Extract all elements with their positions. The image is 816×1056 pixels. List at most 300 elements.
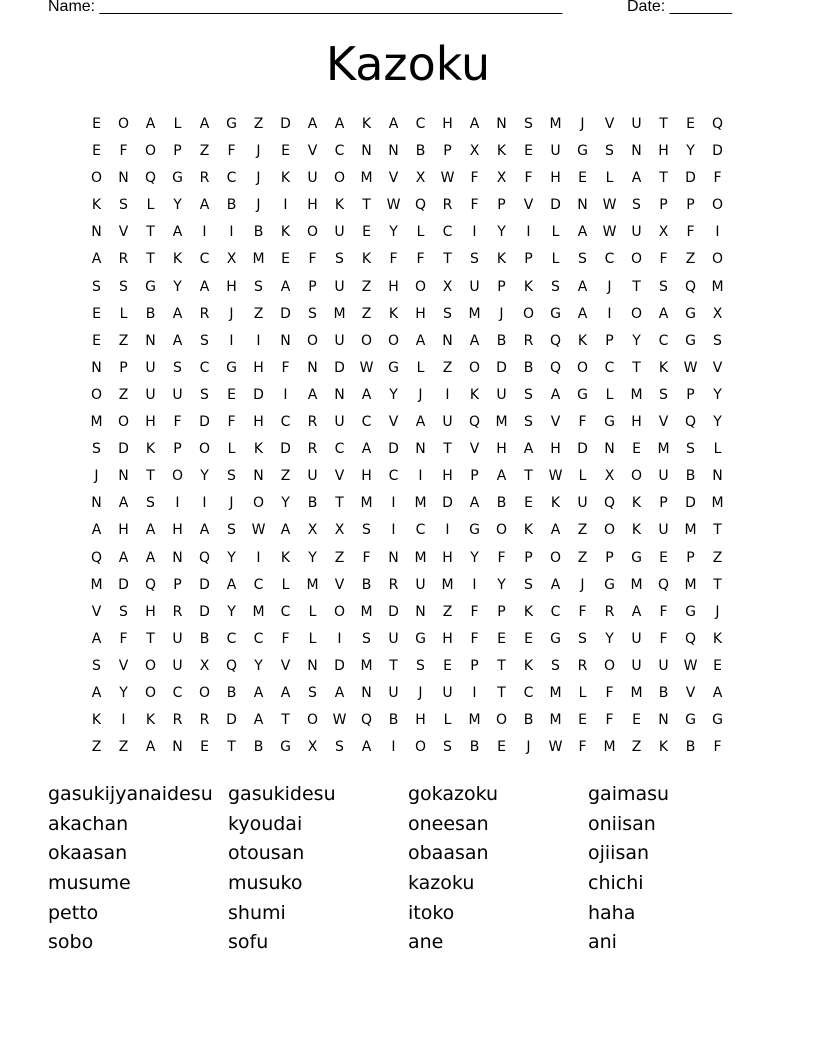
grid-letter[interactable]: N	[631, 143, 642, 160]
grid-letter[interactable]: P	[443, 143, 452, 160]
grid-letter[interactable]: W	[332, 712, 347, 729]
grid-letter[interactable]: B	[253, 224, 264, 241]
grid-letter[interactable]: Z	[253, 305, 264, 322]
grid-letter[interactable]: D	[442, 495, 453, 512]
grid-letter[interactable]: T	[713, 522, 722, 539]
grid-letter[interactable]: T	[443, 251, 452, 268]
grid-letter[interactable]: U	[442, 684, 453, 701]
grid-letter[interactable]: H	[388, 278, 399, 295]
grid-letter[interactable]: O	[144, 143, 157, 160]
grid-letter[interactable]: I	[283, 386, 288, 403]
grid-letter[interactable]: A	[172, 332, 183, 349]
grid-letter[interactable]: M	[711, 278, 724, 295]
grid-letter[interactable]: X	[226, 251, 237, 268]
grid-letter[interactable]: M	[630, 386, 643, 403]
grid-letter[interactable]: A	[91, 522, 102, 539]
grid-letter[interactable]: E	[362, 224, 371, 241]
grid-letter[interactable]: F	[713, 170, 722, 187]
grid-letter[interactable]: K	[577, 332, 588, 349]
grid-letter[interactable]: W	[683, 657, 698, 674]
grid-letter[interactable]: S	[119, 278, 128, 295]
grid-letter[interactable]: M	[252, 251, 265, 268]
grid-letter[interactable]: L	[308, 630, 317, 647]
grid-letter[interactable]: A	[334, 116, 345, 132]
grid-letter[interactable]: K	[496, 251, 507, 268]
grid-letter[interactable]: M	[414, 549, 427, 566]
grid-letter[interactable]: O	[171, 468, 184, 485]
grid-letter[interactable]: O	[522, 305, 535, 322]
grid-letter[interactable]: N	[91, 495, 102, 512]
grid-letter[interactable]: U	[577, 495, 588, 512]
grid-letter[interactable]: B	[199, 630, 210, 647]
grid-letter[interactable]: O	[387, 332, 400, 349]
grid-letter[interactable]: C	[226, 630, 237, 647]
grid-letter[interactable]: A	[388, 116, 399, 132]
grid-letter[interactable]: J	[607, 278, 612, 295]
grid-letter[interactable]: U	[307, 170, 318, 187]
grid-letter[interactable]: A	[118, 495, 129, 512]
grid-letter[interactable]: M	[360, 603, 373, 620]
grid-letter[interactable]: T	[146, 224, 155, 241]
grid-letter[interactable]: W	[683, 359, 698, 376]
grid-letter[interactable]: D	[118, 441, 129, 458]
grid-letter[interactable]: Q	[90, 549, 103, 566]
grid-letter[interactable]: L	[308, 603, 317, 620]
grid-letter[interactable]: B	[523, 712, 534, 729]
grid-letter[interactable]: A	[577, 278, 588, 295]
grid-letter[interactable]: M	[333, 305, 346, 322]
grid-letter[interactable]: K	[253, 441, 264, 458]
grid-letter[interactable]: N	[577, 197, 588, 214]
grid-letter[interactable]: S	[416, 657, 425, 674]
grid-letter[interactable]: E	[227, 386, 236, 403]
grid-letter[interactable]: Q	[684, 414, 697, 431]
grid-letter[interactable]: S	[92, 441, 101, 458]
grid-letter[interactable]: S	[470, 251, 479, 268]
grid-letter[interactable]: Q	[711, 116, 724, 132]
grid-letter[interactable]: Z	[334, 549, 345, 566]
grid-letter[interactable]: Y	[605, 630, 614, 647]
grid-letter[interactable]: E	[659, 549, 668, 566]
grid-letter[interactable]: A	[145, 739, 156, 756]
grid-letter[interactable]: A	[550, 386, 561, 403]
grid-letter[interactable]: V	[118, 224, 129, 241]
grid-letter[interactable]: Z	[712, 549, 723, 566]
grid-letter[interactable]: Q	[549, 332, 562, 349]
grid-letter[interactable]: I	[175, 495, 180, 512]
grid-letter[interactable]: P	[524, 251, 533, 268]
grid-letter[interactable]: Q	[549, 359, 562, 376]
grid-letter[interactable]: F	[173, 414, 182, 431]
grid-letter[interactable]: A	[577, 224, 588, 241]
grid-letter[interactable]: D	[226, 712, 237, 729]
grid-letter[interactable]: Y	[632, 332, 641, 349]
grid-letter[interactable]: Z	[361, 305, 372, 322]
grid-letter[interactable]: B	[685, 739, 696, 756]
grid-letter[interactable]: U	[172, 657, 183, 674]
grid-letter[interactable]: P	[470, 468, 479, 485]
grid-letter[interactable]: A	[550, 522, 561, 539]
grid-letter[interactable]: Q	[684, 630, 697, 647]
grid-letter[interactable]: H	[226, 278, 237, 295]
grid-letter[interactable]: C	[253, 576, 264, 593]
grid-letter[interactable]: A	[226, 576, 237, 593]
grid-letter[interactable]: D	[199, 576, 210, 593]
grid-letter[interactable]: B	[496, 495, 507, 512]
grid-letter[interactable]: J	[229, 495, 234, 512]
grid-letter[interactable]: C	[280, 603, 291, 620]
grid-letter[interactable]: B	[496, 332, 507, 349]
grid-letter[interactable]: F	[605, 684, 614, 701]
grid-letter[interactable]: C	[604, 251, 615, 268]
grid-letter[interactable]: G	[577, 386, 588, 403]
grid-letter[interactable]: L	[713, 441, 722, 458]
grid-letter[interactable]: H	[415, 305, 426, 322]
grid-letter[interactable]: A	[658, 305, 669, 322]
grid-letter[interactable]: M	[630, 684, 643, 701]
grid-letter[interactable]: H	[361, 468, 372, 485]
grid-letter[interactable]: O	[117, 414, 130, 431]
grid-letter[interactable]: U	[631, 116, 642, 132]
grid-letter[interactable]: I	[472, 224, 477, 241]
grid-letter[interactable]: Y	[308, 549, 317, 566]
grid-letter[interactable]: L	[119, 305, 128, 322]
grid-letter[interactable]: W	[386, 197, 401, 214]
grid-letter[interactable]: U	[658, 522, 669, 539]
grid-letter[interactable]: A	[469, 495, 480, 512]
grid-letter[interactable]: I	[229, 332, 234, 349]
grid-letter[interactable]: K	[631, 522, 642, 539]
grid-letter[interactable]: S	[551, 657, 560, 674]
grid-letter[interactable]: L	[146, 197, 155, 214]
grid-letter[interactable]: G	[685, 305, 696, 322]
grid-letter[interactable]: P	[497, 278, 506, 295]
grid-letter[interactable]: N	[361, 684, 372, 701]
grid-letter[interactable]: R	[199, 305, 210, 322]
grid-letter[interactable]: V	[550, 414, 561, 431]
grid-letter[interactable]: D	[199, 414, 210, 431]
grid-letter[interactable]: V	[685, 684, 696, 701]
grid-letter[interactable]: U	[658, 468, 669, 485]
grid-letter[interactable]: V	[712, 359, 723, 376]
grid-letter[interactable]: S	[443, 739, 452, 756]
grid-letter[interactable]: O	[603, 522, 616, 539]
grid-letter[interactable]: M	[711, 495, 724, 512]
grid-letter[interactable]: A	[496, 468, 507, 485]
grid-letter[interactable]: O	[306, 332, 319, 349]
grid-letter[interactable]: S	[308, 684, 317, 701]
grid-letter[interactable]: F	[686, 224, 695, 241]
grid-letter[interactable]: O	[576, 359, 589, 376]
grid-letter[interactable]: F	[227, 143, 236, 160]
grid-letter[interactable]: U	[334, 224, 345, 241]
grid-letter[interactable]: W	[251, 522, 266, 539]
grid-letter[interactable]: O	[549, 549, 562, 566]
grid-letter[interactable]: S	[227, 468, 236, 485]
grid-letter[interactable]: D	[280, 116, 291, 132]
grid-letter[interactable]: X	[604, 468, 615, 485]
grid-letter[interactable]: K	[145, 441, 156, 458]
grid-letter[interactable]: O	[630, 468, 643, 485]
grid-letter[interactable]: Y	[227, 549, 236, 566]
grid-letter[interactable]: N	[496, 116, 507, 132]
grid-letter[interactable]: U	[334, 414, 345, 431]
grid-letter[interactable]: R	[388, 576, 399, 593]
grid-letter[interactable]: O	[117, 116, 130, 132]
grid-letter[interactable]: Y	[470, 549, 479, 566]
grid-letter[interactable]: G	[469, 522, 480, 539]
grid-letter[interactable]: U	[334, 278, 345, 295]
grid-letter[interactable]: E	[524, 143, 533, 160]
grid-letter[interactable]: D	[685, 170, 696, 187]
grid-letter[interactable]: N	[388, 549, 399, 566]
grid-letter[interactable]: A	[415, 332, 426, 349]
grid-letter[interactable]: N	[415, 441, 426, 458]
grid-letter[interactable]: A	[118, 549, 129, 566]
grid-letter[interactable]: K	[658, 359, 669, 376]
grid-letter[interactable]: P	[497, 197, 506, 214]
grid-letter[interactable]: O	[414, 739, 427, 756]
grid-letter[interactable]: O	[414, 278, 427, 295]
grid-letter[interactable]: Q	[603, 495, 616, 512]
grid-letter[interactable]: A	[253, 684, 264, 701]
grid-letter[interactable]: A	[253, 712, 264, 729]
grid-letter[interactable]: E	[686, 116, 695, 132]
grid-letter[interactable]: H	[442, 630, 453, 647]
grid-letter[interactable]: I	[256, 549, 261, 566]
grid-letter[interactable]: R	[199, 712, 210, 729]
grid-letter[interactable]: D	[577, 441, 588, 458]
grid-letter[interactable]: N	[307, 657, 318, 674]
grid-letter[interactable]: Y	[173, 278, 182, 295]
grid-letter[interactable]: E	[92, 116, 101, 132]
grid-letter[interactable]: V	[604, 116, 615, 132]
grid-letter[interactable]: Z	[442, 603, 453, 620]
grid-letter[interactable]: M	[414, 495, 427, 512]
grid-letter[interactable]: O	[468, 359, 481, 376]
grid-letter[interactable]: G	[604, 576, 615, 593]
grid-letter[interactable]: B	[523, 359, 534, 376]
grid-letter[interactable]: O	[144, 657, 157, 674]
grid-letter[interactable]: A	[523, 441, 534, 458]
grid-letter[interactable]: Y	[713, 386, 722, 403]
grid-letter[interactable]: D	[388, 441, 399, 458]
grid-letter[interactable]: W	[359, 359, 374, 376]
grid-letter[interactable]: W	[440, 170, 455, 187]
grid-letter[interactable]: Q	[198, 549, 211, 566]
grid-letter[interactable]: R	[307, 414, 318, 431]
grid-letter[interactable]: R	[523, 332, 534, 349]
grid-letter[interactable]: G	[577, 143, 588, 160]
grid-letter[interactable]: B	[361, 576, 372, 593]
grid-letter[interactable]: J	[580, 576, 585, 593]
grid-letter[interactable]: K	[523, 657, 534, 674]
grid-letter[interactable]: A	[172, 224, 183, 241]
grid-letter[interactable]: L	[605, 170, 614, 187]
grid-letter[interactable]: J	[418, 684, 423, 701]
grid-letter[interactable]: J	[94, 468, 99, 485]
grid-letter[interactable]: V	[658, 414, 669, 431]
grid-letter[interactable]: F	[362, 549, 371, 566]
grid-letter[interactable]: L	[605, 386, 614, 403]
grid-letter[interactable]: F	[389, 251, 398, 268]
grid-letter[interactable]: R	[577, 657, 588, 674]
grid-letter[interactable]: P	[605, 549, 614, 566]
grid-letter[interactable]: H	[253, 414, 264, 431]
grid-letter[interactable]: P	[605, 332, 614, 349]
grid-letter[interactable]: F	[713, 739, 722, 756]
grid-letter[interactable]: A	[145, 522, 156, 539]
grid-letter[interactable]: S	[119, 603, 128, 620]
grid-letter[interactable]: H	[631, 414, 642, 431]
grid-letter[interactable]: W	[548, 468, 563, 485]
grid-letter[interactable]: S	[200, 386, 209, 403]
grid-letter[interactable]: S	[119, 197, 128, 214]
grid-letter[interactable]: U	[172, 386, 183, 403]
grid-letter[interactable]: O	[252, 495, 265, 512]
grid-letter[interactable]: K	[280, 549, 291, 566]
grid-letter[interactable]: F	[281, 359, 290, 376]
grid-letter[interactable]: S	[524, 386, 533, 403]
grid-letter[interactable]: S	[443, 305, 452, 322]
grid-letter[interactable]: G	[550, 630, 561, 647]
grid-letter[interactable]: N	[280, 332, 291, 349]
grid-letter[interactable]: F	[524, 170, 533, 187]
grid-letter[interactable]: A	[280, 684, 291, 701]
grid-letter[interactable]: S	[335, 251, 344, 268]
grid-letter[interactable]: U	[388, 684, 399, 701]
grid-letter[interactable]: F	[470, 170, 479, 187]
grid-letter[interactable]: A	[469, 116, 480, 132]
grid-letter[interactable]: Q	[225, 657, 238, 674]
grid-letter[interactable]: F	[497, 549, 506, 566]
grid-letter[interactable]: K	[496, 143, 507, 160]
grid-letter[interactable]: M	[657, 441, 670, 458]
grid-letter[interactable]: C	[523, 684, 534, 701]
grid-letter[interactable]: Z	[577, 522, 588, 539]
grid-letter[interactable]: K	[361, 116, 372, 132]
grid-letter[interactable]: M	[468, 712, 481, 729]
grid-letter[interactable]: T	[146, 630, 155, 647]
grid-letter[interactable]: M	[306, 576, 319, 593]
grid-letter[interactable]: S	[686, 441, 695, 458]
grid-letter[interactable]: O	[333, 170, 346, 187]
grid-letter[interactable]: D	[280, 441, 291, 458]
grid-letter[interactable]: W	[548, 739, 563, 756]
grid-letter[interactable]: K	[91, 197, 102, 214]
grid-letter[interactable]: K	[334, 197, 345, 214]
grid-letter[interactable]: S	[524, 576, 533, 593]
grid-letter[interactable]: C	[604, 359, 615, 376]
grid-letter[interactable]: A	[631, 603, 642, 620]
grid-letter[interactable]: P	[659, 197, 668, 214]
grid-letter[interactable]: B	[388, 712, 399, 729]
grid-letter[interactable]: T	[524, 468, 533, 485]
grid-letter[interactable]: F	[470, 197, 479, 214]
grid-letter[interactable]: Y	[119, 684, 128, 701]
grid-letter[interactable]: C	[361, 414, 372, 431]
grid-letter[interactable]: E	[578, 170, 587, 187]
grid-letter[interactable]: A	[361, 441, 372, 458]
grid-letter[interactable]: Z	[118, 386, 129, 403]
grid-letter[interactable]: H	[658, 143, 669, 160]
grid-letter[interactable]: K	[712, 630, 723, 647]
grid-letter[interactable]: B	[685, 468, 696, 485]
grid-letter[interactable]: A	[631, 170, 642, 187]
grid-letter[interactable]: W	[602, 224, 617, 241]
grid-letter[interactable]: A	[712, 684, 723, 701]
grid-letter[interactable]: C	[550, 603, 561, 620]
grid-letter[interactable]: M	[684, 522, 697, 539]
grid-letter[interactable]: E	[524, 630, 533, 647]
grid-letter[interactable]: Y	[254, 657, 263, 674]
grid-letter[interactable]: L	[173, 116, 182, 132]
grid-letter[interactable]: O	[495, 712, 508, 729]
grid-letter[interactable]: S	[362, 522, 371, 539]
grid-letter[interactable]: S	[632, 197, 641, 214]
grid-letter[interactable]: L	[551, 251, 560, 268]
grid-letter[interactable]: C	[334, 441, 345, 458]
grid-letter[interactable]: G	[712, 712, 723, 729]
grid-letter[interactable]: H	[253, 359, 264, 376]
grid-letter[interactable]: N	[118, 468, 129, 485]
grid-letter[interactable]: F	[119, 143, 128, 160]
grid-letter[interactable]: R	[604, 603, 615, 620]
grid-letter[interactable]: N	[172, 549, 183, 566]
grid-letter[interactable]: V	[523, 197, 534, 214]
grid-letter[interactable]: N	[253, 468, 264, 485]
grid-letter[interactable]: K	[388, 305, 399, 322]
grid-letter[interactable]: A	[361, 386, 372, 403]
grid-letter[interactable]: V	[334, 576, 345, 593]
grid-letter[interactable]: T	[227, 739, 236, 756]
grid-letter[interactable]: S	[146, 495, 155, 512]
grid-letter[interactable]: E	[92, 305, 101, 322]
grid-letter[interactable]: P	[119, 359, 128, 376]
grid-letter[interactable]: A	[145, 549, 156, 566]
grid-letter[interactable]: N	[361, 143, 372, 160]
grid-letter[interactable]: E	[281, 251, 290, 268]
grid-letter[interactable]: M	[468, 305, 481, 322]
grid-letter[interactable]: U	[658, 657, 669, 674]
grid-letter[interactable]: G	[388, 359, 399, 376]
grid-letter[interactable]: B	[469, 739, 480, 756]
grid-letter[interactable]: S	[605, 143, 614, 160]
grid-letter[interactable]: C	[334, 143, 345, 160]
grid-letter[interactable]: N	[145, 332, 156, 349]
grid-letter[interactable]: H	[118, 522, 129, 539]
grid-letter[interactable]: Q	[144, 170, 157, 187]
grid-letter[interactable]: Y	[389, 224, 398, 241]
grid-letter[interactable]: O	[630, 251, 643, 268]
grid-letter[interactable]: S	[578, 251, 587, 268]
grid-letter[interactable]: U	[334, 332, 345, 349]
grid-letter[interactable]: M	[549, 712, 562, 729]
grid-letter[interactable]: S	[227, 522, 236, 539]
grid-letter[interactable]: K	[361, 251, 372, 268]
grid-letter[interactable]: V	[307, 143, 318, 160]
grid-letter[interactable]: H	[145, 414, 156, 431]
grid-letter[interactable]: T	[713, 576, 722, 593]
grid-letter[interactable]: G	[226, 116, 237, 132]
grid-letter[interactable]: A	[577, 305, 588, 322]
grid-letter[interactable]: P	[686, 197, 695, 214]
grid-letter[interactable]: A	[334, 684, 345, 701]
grid-letter[interactable]: K	[145, 712, 156, 729]
grid-letter[interactable]: X	[658, 224, 669, 241]
grid-letter[interactable]: G	[280, 739, 291, 756]
grid-letter[interactable]: J	[256, 143, 261, 160]
